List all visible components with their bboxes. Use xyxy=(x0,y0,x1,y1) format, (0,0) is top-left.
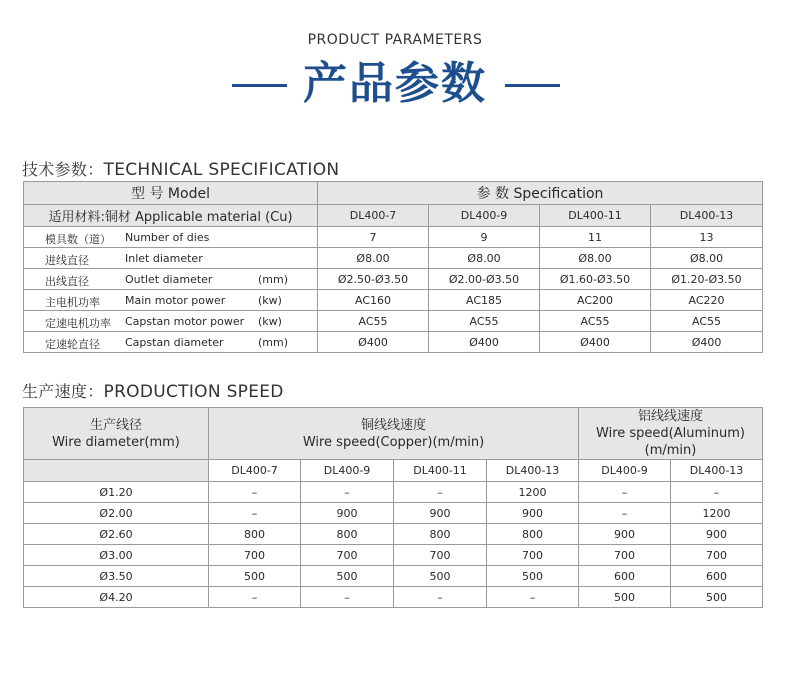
table-cell: – xyxy=(301,482,394,503)
table-cell: AC55 xyxy=(318,311,429,332)
table-row xyxy=(24,503,763,524)
table-cell: Ø1.20-Ø3.50 xyxy=(651,269,763,290)
table-cell: 700 xyxy=(671,545,763,566)
tech-title-cn: 技术参数： xyxy=(22,160,104,179)
table-row xyxy=(24,248,763,269)
wire-dia-en: Wire diameter(mm) xyxy=(52,434,180,450)
row-label xyxy=(24,248,318,269)
table-cell: Ø400 xyxy=(429,332,540,353)
production-speed-table xyxy=(23,407,763,608)
row-label-cn: 定速轮直径 xyxy=(45,338,100,351)
copper-en: Wire speed(Copper)(m/min) xyxy=(302,434,485,450)
table-cell: 700 xyxy=(394,545,487,566)
model-label: 型 号 Model xyxy=(24,182,318,205)
table-cell: 500 xyxy=(394,566,487,587)
table-cell: 500 xyxy=(671,587,763,608)
table-cell: 13 xyxy=(651,227,763,248)
al-model: DL400-9 xyxy=(579,460,671,482)
table-cell: 900 xyxy=(487,503,579,524)
table-row xyxy=(24,545,763,566)
table-cell: 500 xyxy=(487,566,579,587)
table-cell: – xyxy=(671,482,763,503)
wire-diameter-cell: Ø1.20 xyxy=(24,482,209,503)
aluminum-speed-header xyxy=(579,408,763,460)
table-cell: 800 xyxy=(487,524,579,545)
table-cell: – xyxy=(394,482,487,503)
table-cell: AC55 xyxy=(429,311,540,332)
table-cell: Ø2.50-Ø3.50 xyxy=(318,269,429,290)
row-label-unit: (mm) xyxy=(258,273,289,286)
table-cell: Ø8.00 xyxy=(318,248,429,269)
table-cell: AC185 xyxy=(429,290,540,311)
table-cell: Ø8.00 xyxy=(540,248,651,269)
table-row xyxy=(24,332,763,353)
copper-model: DL400-13 xyxy=(487,460,579,482)
title-dash-right xyxy=(505,84,560,87)
table-cell: 600 xyxy=(671,566,763,587)
row-label-unit: (kw) xyxy=(258,315,282,328)
row-label-cn: 出线直径 xyxy=(45,275,89,288)
table-cell: – xyxy=(209,587,301,608)
table-cell: Ø400 xyxy=(540,332,651,353)
al-cn: 铝线线速度 xyxy=(637,409,703,424)
table-row xyxy=(24,587,763,608)
table-cell: – xyxy=(487,587,579,608)
table-cell: AC200 xyxy=(540,290,651,311)
copper-speed-header xyxy=(209,408,579,460)
row-label-unit: (kw) xyxy=(258,294,282,307)
copper-model: DL400-11 xyxy=(394,460,487,482)
table-cell: Ø8.00 xyxy=(651,248,763,269)
table-cell: 800 xyxy=(394,524,487,545)
table-cell: – xyxy=(301,587,394,608)
copper-model: DL400-7 xyxy=(209,460,301,482)
speed-title-cn: 生产速度： xyxy=(22,382,104,401)
table-cell: Ø400 xyxy=(318,332,429,353)
wire-diameter-cell: Ø2.00 xyxy=(24,503,209,524)
table-row xyxy=(24,269,763,290)
row-label-en: Main motor power xyxy=(125,294,226,307)
table-cell: 900 xyxy=(301,503,394,524)
table-cell: 7 xyxy=(318,227,429,248)
table-cell: 800 xyxy=(209,524,301,545)
material-label: 适用材料:铜材 Applicable material (Cu) xyxy=(24,205,318,227)
table-cell: 500 xyxy=(579,587,671,608)
row-label-cn: 定速电机功率 xyxy=(45,317,111,330)
speed-title-en: PRODUCTION SPEED xyxy=(103,382,284,402)
table-cell: Ø8.00 xyxy=(429,248,540,269)
table-row xyxy=(24,227,763,248)
table-cell: 1200 xyxy=(487,482,579,503)
table-cell: – xyxy=(579,503,671,524)
table-row xyxy=(24,566,763,587)
table-row xyxy=(24,524,763,545)
table-cell: 900 xyxy=(394,503,487,524)
speed-section-title xyxy=(22,379,284,402)
copper-cn: 铜线线速度 xyxy=(360,417,426,433)
copper-model: DL400-9 xyxy=(301,460,394,482)
row-label xyxy=(24,227,318,248)
page-subtitle: PRODUCT PARAMETERS xyxy=(307,32,483,48)
title-row xyxy=(0,56,790,112)
spec-label: 参 数 Specification xyxy=(318,182,763,205)
table-cell: – xyxy=(209,503,301,524)
row-label-unit: (mm) xyxy=(258,336,289,349)
row-label-en: Capstan motor power xyxy=(125,315,245,328)
row-label-cn: 进线直径 xyxy=(45,254,89,267)
table-cell: 700 xyxy=(209,545,301,566)
table-cell: 500 xyxy=(209,566,301,587)
blank-header-cell xyxy=(24,460,209,482)
table-cell: Ø1.60-Ø3.50 xyxy=(540,269,651,290)
table-cell: AC55 xyxy=(540,311,651,332)
table-row xyxy=(24,311,763,332)
table-cell: 900 xyxy=(671,524,763,545)
wire-diameter-cell: Ø4.20 xyxy=(24,587,209,608)
tech-spec-table xyxy=(23,181,763,353)
tech-title-en: TECHNICAL SPECIFICATION xyxy=(103,160,340,180)
table-cell: 600 xyxy=(579,566,671,587)
row-label-en: Inlet diameter xyxy=(125,252,203,265)
table-cell: – xyxy=(579,482,671,503)
wire-diameter-cell: Ø3.50 xyxy=(24,566,209,587)
model-header: DL400-11 xyxy=(540,205,651,227)
row-label xyxy=(24,269,318,290)
table-cell: 700 xyxy=(487,545,579,566)
model-header: DL400-13 xyxy=(651,205,763,227)
al-model: DL400-13 xyxy=(671,460,763,482)
table-cell: AC160 xyxy=(318,290,429,311)
row-label-cn: 主电机功率 xyxy=(45,296,100,309)
table-cell: – xyxy=(394,587,487,608)
table-row xyxy=(24,290,763,311)
table-cell: 700 xyxy=(579,545,671,566)
wire-diameter-cell: Ø3.00 xyxy=(24,545,209,566)
row-label-en: Capstan diameter xyxy=(125,336,224,349)
page-title: 产品参数 xyxy=(303,58,487,109)
wire-dia-cn: 生产线径 xyxy=(89,417,142,433)
table-cell: AC55 xyxy=(651,311,763,332)
table-cell: Ø400 xyxy=(651,332,763,353)
row-label-cn: 模具数（道） xyxy=(45,233,111,246)
wire-diameter-cell: Ø2.60 xyxy=(24,524,209,545)
row-label xyxy=(24,311,318,332)
table-cell: 800 xyxy=(301,524,394,545)
tech-section-title xyxy=(22,157,339,180)
table-cell: 1200 xyxy=(671,503,763,524)
row-label xyxy=(24,290,318,311)
row-label xyxy=(24,332,318,353)
model-header: DL400-7 xyxy=(318,205,429,227)
table-cell: Ø2.00-Ø3.50 xyxy=(429,269,540,290)
table-cell: – xyxy=(209,482,301,503)
table-cell: 900 xyxy=(579,524,671,545)
table-cell: AC220 xyxy=(651,290,763,311)
table-cell: 11 xyxy=(540,227,651,248)
table-cell: 700 xyxy=(301,545,394,566)
table-row xyxy=(24,482,763,503)
row-label-en: Number of dies xyxy=(125,231,210,244)
model-header: DL400-9 xyxy=(429,205,540,227)
row-label-en: Outlet diameter xyxy=(125,273,213,286)
al-en: Wire speed(Aluminum)(m/min) xyxy=(596,426,745,458)
wire-diameter-header xyxy=(24,408,209,460)
table-cell: 500 xyxy=(301,566,394,587)
table-cell: 9 xyxy=(429,227,540,248)
